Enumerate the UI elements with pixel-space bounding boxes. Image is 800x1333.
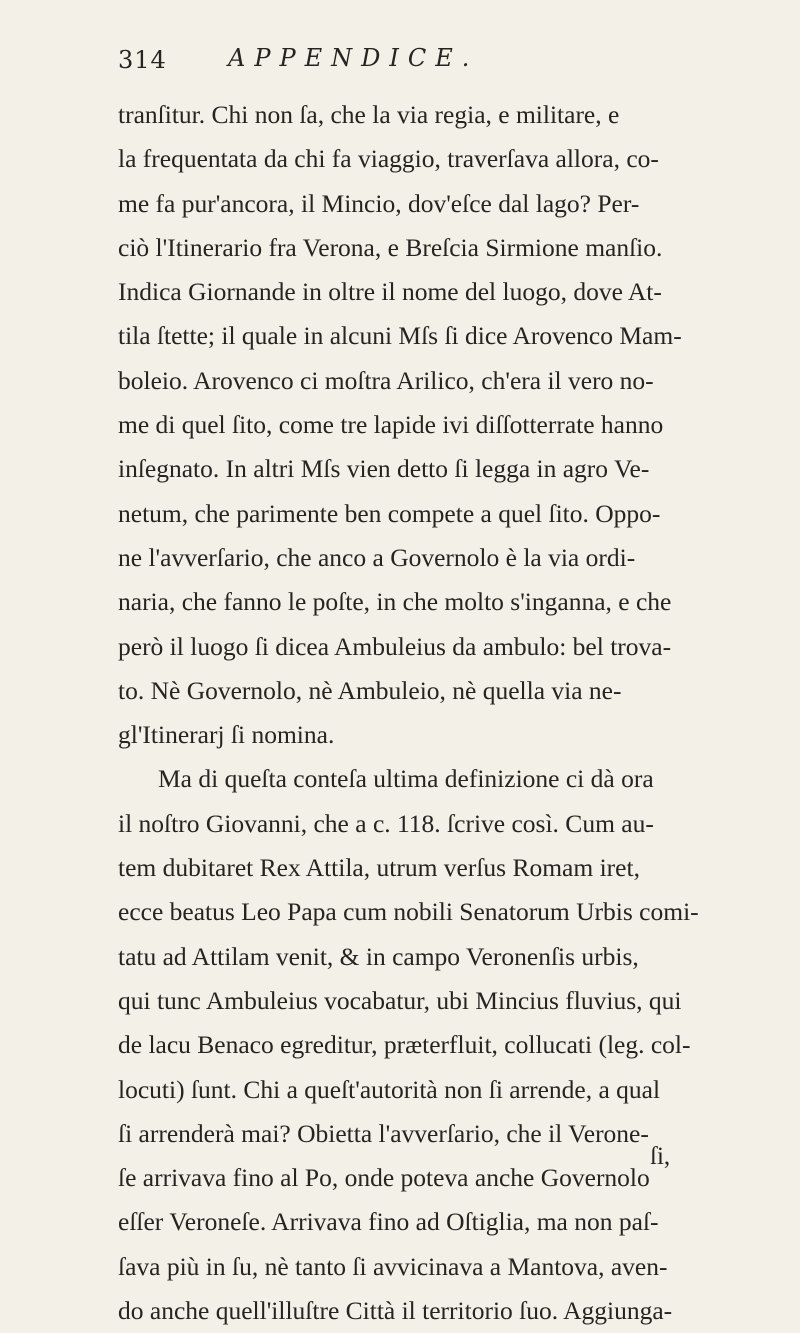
text-line: eſſer Veroneſe. Arrivava fino ad Oſtiglia, ma non paſ- bbox=[118, 1207, 659, 1237]
text-line: me di quel ſito, come tre lapide ivi diſſotterrate hanno bbox=[118, 410, 664, 440]
page-header bbox=[118, 34, 758, 94]
text-line: ecce beatus Leo Papa cum nobili Senatorum Urbis comi- bbox=[118, 897, 699, 927]
page-number: 314 bbox=[118, 46, 167, 74]
catchword: ſi, bbox=[650, 1143, 671, 1170]
text-line: do anche quell'illuſtre Città il territorio ſuo. Aggiunga- bbox=[118, 1296, 673, 1326]
text-line: però il luogo ſi dicea Ambuleius da ambulo: bel trova- bbox=[118, 631, 672, 661]
text-line: ſe arrivava fino al Po, onde poteva anche Governolo bbox=[118, 1163, 650, 1193]
text-line: ne l'avverſario, che anco a Governolo è la via ordi- bbox=[118, 542, 636, 572]
text-line: gl'Itinerarj ſi nomina. bbox=[118, 720, 335, 750]
text-line: me fa pur'ancora, il Mincio, dov'eſce dal lago? Per- bbox=[118, 188, 640, 218]
text-line: tranſitur. Chi non ſa, che la via regia, e militare, e bbox=[118, 100, 620, 129]
text-line: tem dubitaret Rex Attila, utrum verſus Romam iret, bbox=[118, 853, 640, 883]
text-line: tatu ad Attilam venit, & in campo Veronenſis urbis, bbox=[118, 941, 639, 971]
text-line: de lacu Benaco egreditur, præterfluit, collucati (leg. col- bbox=[118, 1030, 691, 1060]
text-line: boleio. Arovenco ci moſtra Arilico, ch'era il vero no- bbox=[118, 365, 654, 395]
text-line: ſava più in ſu, nè tanto ſi avvicinava a Mantova, aven- bbox=[118, 1251, 668, 1281]
text-line: Ma di queſta conteſa ultima definizione ci dà ora bbox=[158, 764, 654, 794]
text-line: tila ſtette; il quale in alcuni Mſs ſi dice Arovenco Mam- bbox=[118, 321, 682, 351]
text-line: il noſtro Giovanni, che a c. 118. ſcrive così. Cum au- bbox=[118, 808, 654, 838]
text-line: inſegnato. In altri Mſs vien detto ſi legga in agro Ve- bbox=[118, 454, 650, 484]
text-line: ſi arrenderà mai? Obietta l'avverſario, che il Verone- bbox=[118, 1118, 649, 1148]
text-line: ciò l'Itinerario fra Verona, e Breſcia Sirmione manſio. bbox=[118, 232, 663, 262]
running-head: APPENDICE. bbox=[228, 44, 479, 72]
text-line: naria, che fanno le poſte, in che molto s'inganna, e che bbox=[118, 587, 672, 617]
text-line: netum, che parimente ben compete a quel ſito. Oppo- bbox=[118, 498, 661, 528]
text-line: to. Nè Governolo, nè Ambuleio, nè quella via ne- bbox=[118, 675, 622, 705]
text-line: Indica Giornande in oltre il nome del luogo, dove At- bbox=[118, 277, 662, 307]
text-line: la frequentata da chi fa viaggio, traverſava allora, co- bbox=[118, 144, 659, 174]
text-line: qui tunc Ambuleius vocabatur, ubi Mincius fluvius, qui bbox=[118, 985, 682, 1015]
text-line: locuti) ſunt. Chi a queſt'autorità non ſi arrende, a qual bbox=[118, 1074, 661, 1104]
